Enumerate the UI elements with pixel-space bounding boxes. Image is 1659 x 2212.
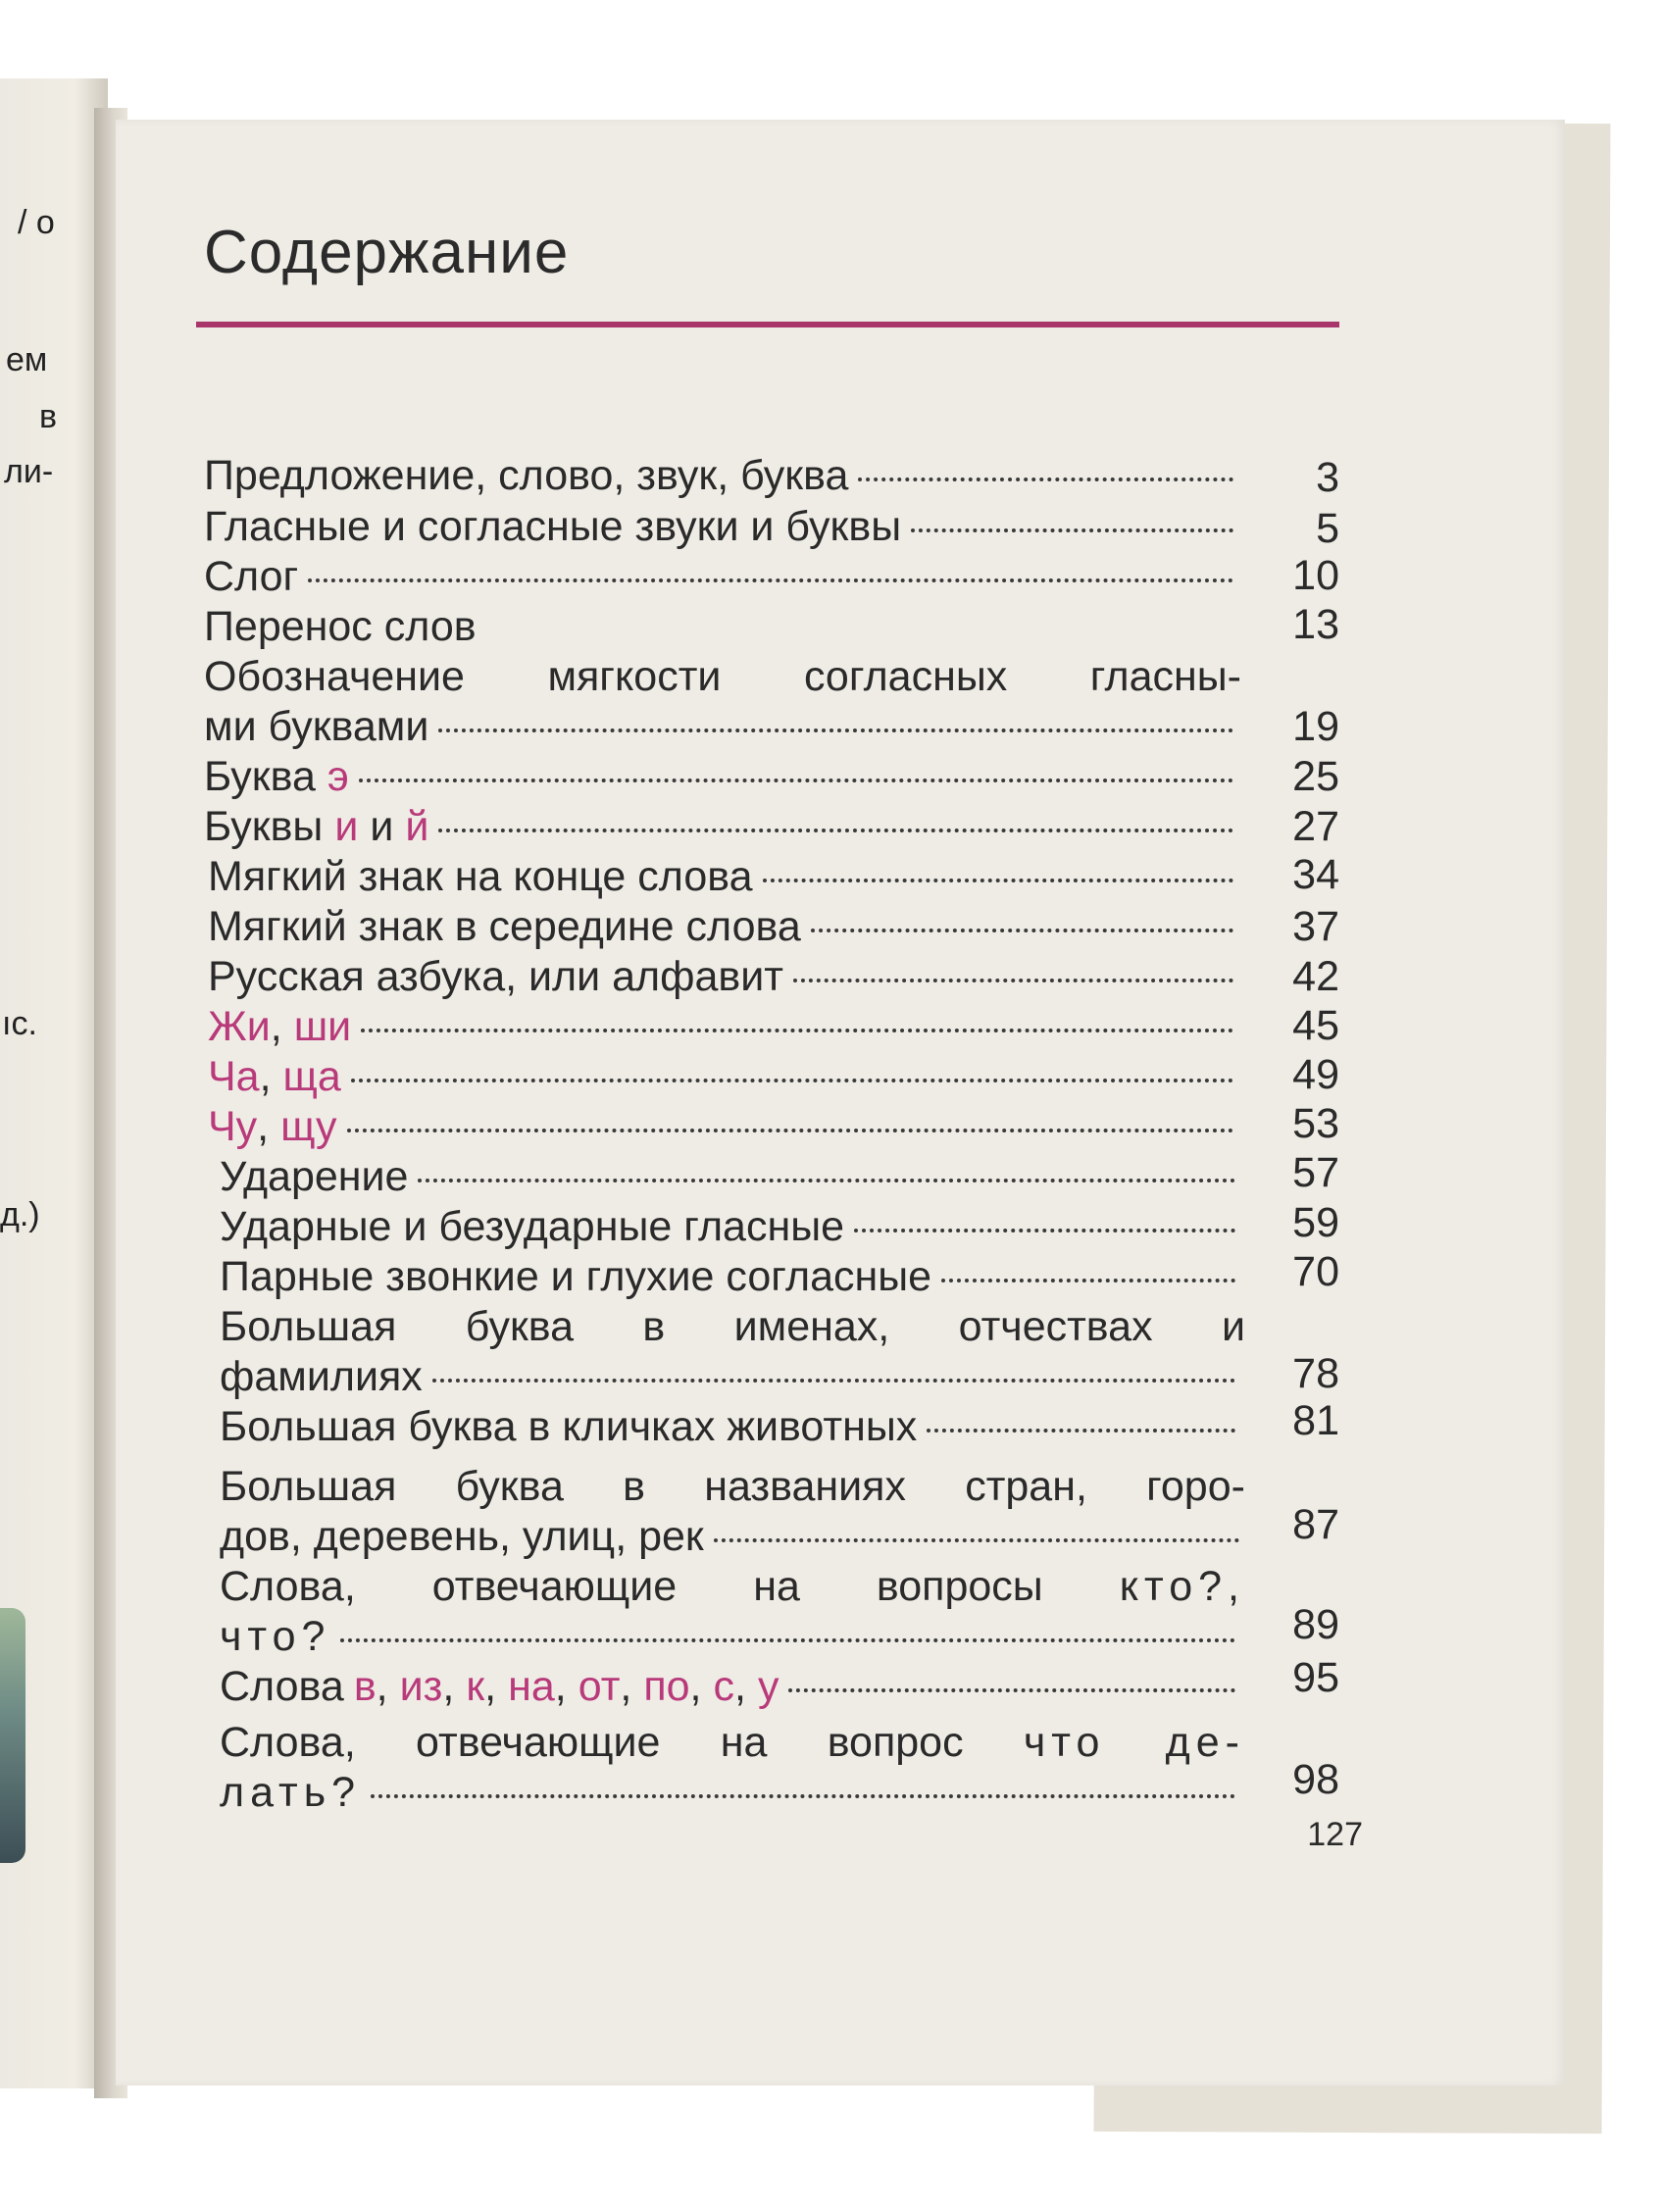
leader-dots <box>811 929 1233 932</box>
toc-entry <box>204 552 1233 601</box>
leader-dots <box>340 1638 1235 1642</box>
leader-dots <box>714 1538 1239 1542</box>
toc-page-number: 81 <box>1292 1397 1339 1444</box>
highlighted-syllable: щу <box>280 1103 337 1150</box>
separator: , <box>259 1053 272 1100</box>
toc-page-number: 45 <box>1292 1002 1339 1049</box>
word: буква <box>465 1303 575 1350</box>
toc-entry <box>220 1768 1235 1817</box>
toc-page-number: 70 <box>1292 1248 1339 1295</box>
toc-page-number: 59 <box>1292 1199 1339 1246</box>
highlighted-preposition: на <box>508 1663 555 1710</box>
highlighted-preposition: с <box>713 1663 734 1710</box>
toc-entry <box>208 902 1233 951</box>
toc-entry-title: Мягкий знак на конце слова <box>208 853 753 900</box>
leader-dots <box>788 1688 1235 1692</box>
toc-entry <box>220 1202 1235 1251</box>
toc-entry-first-line <box>220 1302 1245 1351</box>
toc-entry-title: Парные звонкие и глухие согласные <box>220 1253 932 1300</box>
highlighted-syllable: ща <box>282 1053 341 1100</box>
facing-page-fragment: ıс. <box>2 1005 37 1042</box>
facing-page-fragment: ем <box>6 341 48 378</box>
toc-entry-title: Слова <box>220 1663 344 1710</box>
word: в <box>642 1303 666 1350</box>
word: и <box>1221 1303 1245 1350</box>
word: вопрос <box>827 1719 964 1766</box>
toc-page-number: 10 <box>1292 552 1339 599</box>
toc-page-number: 57 <box>1292 1149 1339 1196</box>
leader-dots <box>858 478 1233 481</box>
word: Обозначение <box>204 653 465 700</box>
leader-dots <box>361 1029 1233 1032</box>
toc-entry-title: Русская азбука, или алфавит <box>208 953 783 1000</box>
toc-page-number: 53 <box>1292 1100 1339 1147</box>
toc-page-number: 95 <box>1292 1654 1339 1701</box>
toc-entry <box>204 702 1233 751</box>
toc-entry <box>220 1612 1235 1661</box>
toc-entry-title: ми буквами <box>204 703 429 750</box>
word: согласных <box>803 653 1008 700</box>
leader-dots <box>438 829 1233 832</box>
toc-entry <box>204 502 1233 551</box>
toc-entry <box>204 451 1233 500</box>
leader-dots <box>308 578 1233 582</box>
toc-entry-title: Перенос слов <box>204 603 477 650</box>
facing-page-fragment: д.) <box>0 1196 40 1233</box>
toc-page-number: 34 <box>1292 851 1339 898</box>
toc-entry <box>220 1352 1235 1401</box>
page-title: Содержание <box>204 219 570 286</box>
toc-page-number: 19 <box>1292 703 1339 750</box>
toc-entry: Слова в , из , к , на , от , по , с , у <box>220 1662 1235 1711</box>
toc-entry-title: Ударные и безударные гласные <box>220 1203 845 1250</box>
toc-entry-title: дов, деревень, улиц, рек <box>220 1513 704 1560</box>
word: отвечающие <box>431 1563 678 1610</box>
toc-entry <box>204 752 1233 801</box>
toc-page-number: 89 <box>1292 1601 1339 1648</box>
highlighted-letter: й <box>405 803 429 850</box>
leader-dots <box>347 1129 1234 1132</box>
toc-entry <box>220 1512 1239 1561</box>
toc-entry <box>204 602 1233 651</box>
leader-dots <box>793 979 1233 982</box>
highlighted-preposition: в <box>353 1663 377 1710</box>
toc-entry-first-line <box>220 1462 1245 1511</box>
highlighted-syllable: Чу <box>208 1103 258 1150</box>
toc-entry-title: Большая буква в кличках животных <box>220 1403 918 1450</box>
toc-entry <box>208 952 1233 1001</box>
toc-entry-first-line <box>220 1718 1245 1767</box>
word: де- <box>1165 1719 1245 1766</box>
toc-page-number: 25 <box>1292 753 1339 800</box>
leader-dots <box>763 879 1233 882</box>
toc-entry-first-line <box>204 652 1241 701</box>
highlighted-preposition: из <box>399 1663 443 1710</box>
facing-page-fragment: / о <box>18 204 55 241</box>
word: в <box>623 1463 645 1510</box>
toc-page-number: 49 <box>1292 1051 1339 1098</box>
toc-page-number: 5 <box>1316 505 1339 552</box>
toc-entry <box>208 1002 1233 1051</box>
word: Большая <box>220 1463 397 1510</box>
toc-entry-title: Мягкий знак в середине слова <box>208 903 801 950</box>
toc-entry <box>204 802 1233 851</box>
toc-page-number: 13 <box>1292 601 1339 648</box>
word: буква <box>455 1463 564 1510</box>
toc-entry <box>220 1402 1235 1451</box>
word: Слова, <box>220 1719 356 1766</box>
toc-page-number: 37 <box>1292 903 1339 950</box>
leader-dots <box>438 729 1233 732</box>
word: названиях <box>704 1463 906 1510</box>
toc-page-number: 3 <box>1316 454 1339 501</box>
toc-entry-title: Ударение <box>220 1153 409 1200</box>
separator: , <box>257 1103 270 1150</box>
toc-entry-title: Слог <box>204 553 299 600</box>
word: стран, <box>965 1463 1087 1510</box>
leader-dots <box>359 779 1233 782</box>
toc-entry-first-line <box>220 1562 1245 1611</box>
toc-entry-title: Буква <box>204 753 316 800</box>
leader-dots <box>371 1794 1235 1798</box>
toc-entry-title: лать? <box>220 1769 362 1816</box>
highlighted-preposition: у <box>757 1663 779 1710</box>
toc-entry-title: Буквы <box>204 803 324 850</box>
highlighted-preposition: от <box>578 1663 621 1710</box>
highlighted-syllable: Ча <box>208 1053 260 1100</box>
page-folio-number: 127 <box>1307 1816 1363 1853</box>
word: именах, <box>733 1303 890 1350</box>
toc-entry <box>208 1052 1233 1101</box>
toc-entry <box>208 1102 1233 1151</box>
leader-dots <box>418 1179 1235 1182</box>
toc-page-number: 87 <box>1292 1501 1339 1548</box>
word: гласны- <box>1089 653 1241 700</box>
highlighted-syllable: Жи <box>208 1003 271 1050</box>
toc-entry-title: что? <box>220 1613 331 1660</box>
toc-entry <box>220 1152 1235 1201</box>
toc-page-number: 42 <box>1292 953 1339 1000</box>
word: Большая <box>220 1303 397 1350</box>
word: отвечающие <box>416 1719 661 1766</box>
toc-entry-title: Гласные и согласные звуки и буквы <box>204 503 902 550</box>
highlighted-preposition: по <box>643 1663 690 1710</box>
leader-dots <box>911 528 1233 532</box>
leader-dots <box>927 1429 1235 1433</box>
highlighted-letter: э <box>327 753 349 800</box>
toc-page-number: 98 <box>1292 1756 1339 1803</box>
facing-page-fragment: ли- <box>4 453 54 490</box>
toc-entry-title: Предложение, слово, звук, буква <box>204 452 849 499</box>
highlighted-preposition: к <box>466 1663 485 1710</box>
word: отчествах <box>958 1303 1153 1350</box>
word: что <box>1023 1719 1106 1766</box>
toc-entry <box>220 1252 1235 1301</box>
highlighted-syllable: ши <box>293 1003 352 1050</box>
word: на <box>753 1563 800 1610</box>
toc-entry-title: и <box>370 803 394 850</box>
word: вопросы <box>876 1563 1043 1610</box>
word: на <box>720 1719 768 1766</box>
word: мягкости <box>547 653 722 700</box>
word: кто?, <box>1119 1563 1245 1610</box>
separator: , <box>270 1003 282 1050</box>
leader-dots <box>351 1079 1233 1082</box>
facing-page-fragment: в <box>39 398 58 435</box>
highlighted-letter: и <box>334 803 359 850</box>
word: Слова, <box>220 1563 356 1610</box>
toc-page-number: 78 <box>1292 1350 1339 1397</box>
toc-page-number: 27 <box>1292 803 1339 850</box>
toc-entry <box>208 852 1233 901</box>
leader-dots <box>432 1379 1235 1382</box>
leader-dots <box>854 1229 1235 1232</box>
leader-dots <box>941 1279 1235 1282</box>
toc-entry-title: фамилиях <box>220 1353 423 1400</box>
word: горо- <box>1146 1463 1245 1510</box>
